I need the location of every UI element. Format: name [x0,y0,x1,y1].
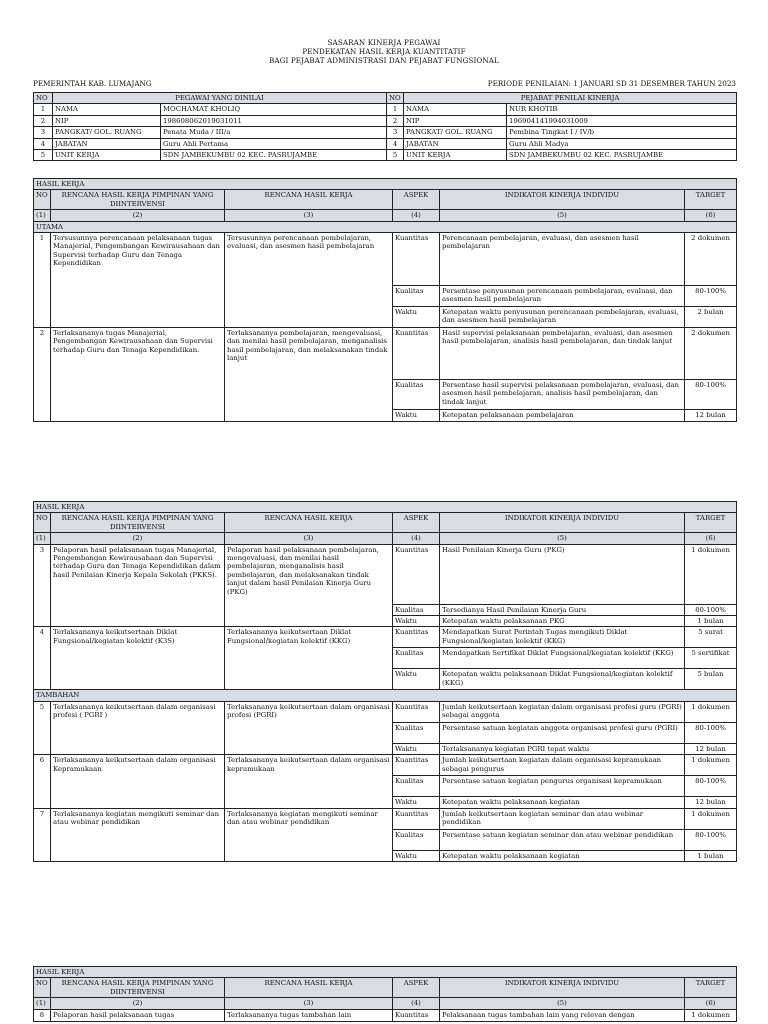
item-aspect: Kuantitas [393,233,440,286]
info-row [34,138,737,149]
item-indicator: Persentase satuan kegiatan pengurus organisasi kepramukaan [440,776,685,797]
item-indicator: Persentase penyusunan perencanaan pembelajaran, evaluasi, dan asesmen hasil pembelajaran [440,286,685,307]
doc-subtitle-2: BAGI PEJABAT ADMINISTRASI DAN PEJABAT FUNGSIONAL [269,56,499,65]
item-indicator: Ketepatan waktu penyusunan perencanaan pembelajaran, evaluasi, dan asesmen hasil pembelajaran [440,307,685,328]
col-number: (5) [440,210,685,221]
col-number: (2) [51,533,225,544]
col-work-plan: RENCANA HASIL KERJA [225,190,393,210]
item-leader-plan: Terlaksananya tugas Manajerial, Pengembangan Kewirausahaan dan Supervisi terhadap Guru dan Tenaga Kependidikan. [51,328,225,422]
table-row [34,701,737,722]
info-row [34,127,737,138]
item-leader-plan: Terlaksananya keikutsertaan dalam organisasi profesi ( PGRI ) [51,701,225,754]
col-indicator: INDIKATOR KINERJA INDIVIDU [440,190,685,210]
table-row [34,627,737,648]
info-row-key: UNIT KERJA [404,150,507,161]
item-indicator: Persentase satuan kegiatan seminar dan atau webinar pendidikan [440,829,685,850]
col-number: (6) [685,998,737,1009]
category-main: UTAMA [34,221,737,232]
col-number: (5) [440,998,685,1009]
item-aspect: Waktu [393,410,440,422]
item-aspect: Kualitas [393,380,440,410]
column-number-row [34,210,737,221]
col-number: (2) [51,210,225,221]
col-number: (3) [225,210,393,221]
item-leader-plan: Terlaksananya keikutsertaan dalam organisasi Kepramukaan [51,755,225,808]
section-title-row [34,502,737,513]
item-work-plan: Terlaksananya keikutsertaan Diklat Fungsional/kegiatan kolektif (KKG) [225,627,393,690]
info-row-number: 3 [387,127,404,138]
item-indicator: Persentase satuan kegiatan anggota organisasi profesi guru (PGRI) [440,722,685,743]
table-row [34,808,737,829]
item-indicator: Pelaksanaan tugas tambahan lain yang relevan dengan [440,1009,685,1021]
col-number: (6) [685,533,737,544]
item-aspect: Kualitas [393,286,440,307]
col-aspect: ASPEK [393,190,440,210]
col-work-plan: RENCANA HASIL KERJA [225,978,393,998]
item-indicator: Ketepatan waktu pelaksanaan kegiatan [440,850,685,861]
item-indicator: Mendapatkan Sertifikat Diklat Fungsional/kegiatan kolektif (KKG) [440,648,685,669]
item-aspect: Waktu [393,307,440,328]
info-header-row [34,93,737,104]
column-header-row [34,513,737,533]
item-target: 1 dokumen [685,701,737,722]
item-work-plan: Terlaksananya tugas tambahan lain [225,1009,393,1021]
item-target: 1 dokumen [685,1009,737,1021]
table-row [34,755,737,776]
table-row [34,1009,737,1021]
info-no-header-2: NO [387,93,404,104]
item-leader-plan: Pelaporan hasil pelaksanaan tugas [51,1009,225,1021]
item-aspect: Kuantitas [393,755,440,776]
column-number-row [34,533,737,544]
item-number: 4 [34,627,51,690]
employee-info-table [33,92,737,161]
item-number: 6 [34,755,51,808]
info-row [34,150,737,161]
col-number: (1) [34,210,51,221]
item-indicator: Ketepatan waktu pelaksanaan kegiatan [440,797,685,808]
item-aspect: Kuantitas [393,808,440,829]
item-indicator: Jumlah keikutsertaan kegiatan dalam organisasi kepramukaan sebagai pengurus [440,755,685,776]
col-number: (4) [393,998,440,1009]
item-target: 1 bulan [685,616,737,627]
table-row [34,544,737,604]
info-row-number: 2 [387,115,404,126]
item-work-plan: Terlaksananya pembelajaran, mengevaluasi, dan menilai hasil pembelajaran, menganalisis hasil pembelajaran, dan melaksanakan tindak lanjut [225,328,393,422]
item-work-plan: Pelaporan hasil pelaksanaan pembelajaran, mengevaluasi, dan menilai hasil pembelajaran, menganalisis hasil pembelajaran, dan melaksanakan tindak lanjut dalam hasil Penilaian Kinerja Guru (PKG) [225,544,393,627]
category-additional: TAMBAHAN [34,690,737,701]
info-row-value: SDN JAMBEKUMBU 02 KEC. PASRUJAMBE [507,150,737,161]
item-work-plan: Terlaksananya keikutsertaan dalam organisasi profesi (PGRI) [225,701,393,754]
item-indicator: Tersedianya Hasil Penilaian Kinerja Guru [440,604,685,615]
col-number: (4) [393,533,440,544]
section-title: HASIL KERJA [34,502,737,513]
item-indicator: Hasil Penilaian Kinerja Guru (PKG) [440,544,685,604]
info-row-number: 1 [387,104,404,115]
info-row-value: Guru Ahli Pertama [161,138,387,149]
col-target: TARGET [685,190,737,210]
item-leader-plan: Tersusunnya perencanaan pelaksanaan tugas Manajerial, Pengembangan Kewirausahaan dan Supervisi terhadap Guru dan Tenaga Kependidikan [51,233,225,328]
item-indicator: Terlaksananya kegiatan PGRI tepat waktu [440,743,685,754]
item-aspect: Waktu [393,743,440,754]
col-no: NO [34,978,51,998]
col-number: (2) [51,998,225,1009]
info-row-number: 3 [34,127,53,138]
info-row-number: 2 [34,115,53,126]
item-target: 80-100% [685,722,737,743]
item-aspect: Kualitas [393,648,440,669]
item-aspect: Kuantitas [393,544,440,604]
info-row-key: PANGKAT/ GOL. RUANG [53,127,161,138]
info-row-number: 5 [34,150,53,161]
item-indicator: Persentase hasil supervisi pelaksanaan pembelajaran, evaluasi, dan asesmen hasil pembelajaran, analisis hasil pembelajaran, dan tindak lanjut [440,380,685,410]
evaluated-employee-header: PEGAWAI YANG DINILAI [53,93,387,104]
info-row-value: MOCHAMAT KHOLIQ [161,104,387,115]
item-leader-plan: Terlaksananya keikutsertaan Diklat Fungsional/kegiatan kolektif (K3S) [51,627,225,690]
item-indicator: Ketepatan waktu pelaksanaan Diklat Fungsional/kegiatan kolektif (KKG) [440,669,685,690]
item-leader-plan: Pelaporan hasil pelaksanaan tugas Manajerial, Pengembangan Kewirausahaan dan Supervisi terhadap Guru dan Tenaga Kependidikan dalam hasil Penilaian Kinerja Kepala Sekolah (PKKS). [51,544,225,627]
col-number: (3) [225,998,393,1009]
col-number: (1) [34,533,51,544]
item-aspect: Kualitas [393,776,440,797]
info-row-value: 196904141994031009 [507,115,737,126]
item-target: 12 bulan [685,797,737,808]
col-indicator: INDIKATOR KINERJA INDIVIDU [440,513,685,533]
item-aspect: Kuantitas [393,1009,440,1021]
item-indicator: Ketepatan pelaksanaan pembelajaran [440,410,685,422]
info-row-value: SDN JAMBEKUMBU 02 KEC. PASRUJAMBE [161,150,387,161]
info-row-value: Pembina Tingkat I / IV/b [507,127,737,138]
doc-subtitle: PENDEKATAN HASIL KERJA KUANTITATIF [302,47,466,56]
info-row-key: JABATAN [404,138,507,149]
item-target: 5 bulan [685,669,737,690]
item-number: 5 [34,701,51,754]
info-row-value: NUR KHOTIB [507,104,737,115]
info-row-key: NIP [404,115,507,126]
col-aspect: ASPEK [393,513,440,533]
item-leader-plan: Terlaksananya kegiatan mengikuti seminar dan atau webinar pendidikan [51,808,225,861]
col-number: (4) [393,210,440,221]
info-row-key: NAMA [404,104,507,115]
item-target: 80-100% [685,604,737,615]
col-no: NO [34,190,51,210]
work-results-table-1 [33,178,737,422]
info-row [34,104,737,115]
item-target: 2 bulan [685,307,737,328]
col-number: (1) [34,998,51,1009]
item-target: 80-100% [685,829,737,850]
item-aspect: Waktu [393,616,440,627]
column-header-row [34,190,737,210]
col-target: TARGET [685,513,737,533]
col-no: NO [34,513,51,533]
item-target: 1 dokumen [685,808,737,829]
item-target: 5 surat [685,627,737,648]
item-target: 12 bulan [685,743,737,754]
item-indicator: Jumlah keikutsertaan kegiatan dalam organisasi profesi guru (PGRI) sebagai anggota [440,701,685,722]
item-target: 1 bulan [685,850,737,861]
info-row-number: 4 [387,138,404,149]
info-row-key: NIP [53,115,161,126]
item-target: 12 bulan [685,410,737,422]
item-target: 2 dokumen [685,233,737,286]
item-target: 1 dokumen [685,544,737,604]
info-row [34,115,737,126]
item-work-plan: Tersusunnya perencanaan pembelajaran, evaluasi, dan asesmen hasil pembelajaran [225,233,393,328]
col-leader-plan: RENCANA HASIL KERJA PIMPINAN YANG DIINTERVENSI [51,978,225,998]
item-indicator: Ketepatan waktu pelaksanaan PKG [440,616,685,627]
info-row-number: 4 [34,138,53,149]
item-indicator: Jumlah keikutsertaan kegiatan seminar dan atau webinar pendidikan [440,808,685,829]
info-row-number: 1 [34,104,53,115]
section-title: HASIL KERJA [34,179,737,190]
info-row-number: 5 [387,150,404,161]
item-work-plan: Terlaksananya kegiatan mengikuti seminar dan atau webinar pendidikan [225,808,393,861]
item-target: 80-100% [685,380,737,410]
item-indicator: Perencanaan pembelajaran, evaluasi, dan asesmen hasil pembelajaran [440,233,685,286]
section-title: HASIL KERJA [34,967,737,978]
work-results-table-2 [33,501,737,862]
work-results-table-3 [33,966,737,1022]
item-aspect: Kuantitas [393,328,440,380]
section-title-row [34,179,737,190]
section-title-row [34,967,737,978]
item-target: 1 dokumen [685,755,737,776]
col-number: (3) [225,533,393,544]
period-label: PERIODE PENILAIAN: 1 JANUARI SD 31 DESEMBER TAHUN 2023 [487,79,736,88]
col-number: (6) [685,210,737,221]
info-row-key: PANGKAT/ GOL. RUANG [404,127,507,138]
item-target: 80-100% [685,776,737,797]
col-number: (5) [440,533,685,544]
item-number: 7 [34,808,51,861]
item-number: 2 [34,328,51,422]
info-row-value: Guru Ahli Madya [507,138,737,149]
item-aspect: Kualitas [393,829,440,850]
item-aspect: Kualitas [393,722,440,743]
col-target: TARGET [685,978,737,998]
col-aspect: ASPEK [393,978,440,998]
col-indicator: INDIKATOR KINERJA INDIVIDU [440,978,685,998]
institution-label: PEMERINTAH KAB. LUMAJANG [33,79,152,88]
table-row [34,233,737,286]
column-number-row [34,998,737,1009]
column-header-row [34,978,737,998]
info-row-key: NAMA [53,104,161,115]
item-aspect: Kualitas [393,604,440,615]
item-number: 3 [34,544,51,627]
item-number: 8 [34,1009,51,1021]
info-row-value: 198608062019031011 [161,115,387,126]
item-target: 80-100% [685,286,737,307]
category-row [34,690,737,701]
item-aspect: Waktu [393,797,440,808]
doc-title: SASARAN KINERJA PEGAWAI [327,38,441,47]
col-leader-plan: RENCANA HASIL KERJA PIMPINAN YANG DIINTERVENSI [51,190,225,210]
item-number: 1 [34,233,51,328]
category-row [34,221,737,232]
info-row-value: Penata Muda / III/a [161,127,387,138]
info-no-header: NO [34,93,53,104]
item-indicator: Mendapatkan Surat Perintah Tugas mengikuti Diklat Fungsional/kegiatan kolektif (KKG) [440,627,685,648]
item-target: 5 sertifikat [685,648,737,669]
info-row-key: JABATAN [53,138,161,149]
col-work-plan: RENCANA HASIL KERJA [225,513,393,533]
item-indicator: Hasil supervisi pelaksanaan pembelajaran, evaluasi, dan asesmen hasil pembelajaran, analisis hasil pembelajaran, dan tindak lanjut [440,328,685,380]
item-aspect: Kuantitas [393,627,440,648]
item-work-plan: Terlaksananya keikutsertaan dalam organisasi kepramukaan [225,755,393,808]
item-aspect: Waktu [393,669,440,690]
col-leader-plan: RENCANA HASIL KERJA PIMPINAN YANG DIINTERVENSI [51,513,225,533]
item-aspect: Waktu [393,850,440,861]
item-aspect: Kuantitas [393,701,440,722]
evaluator-header: PEJABAT PENILAI KINERJA [404,93,737,104]
info-row-key: UNIT KERJA [53,150,161,161]
table-row [34,328,737,380]
item-target: 2 dokumen [685,328,737,380]
